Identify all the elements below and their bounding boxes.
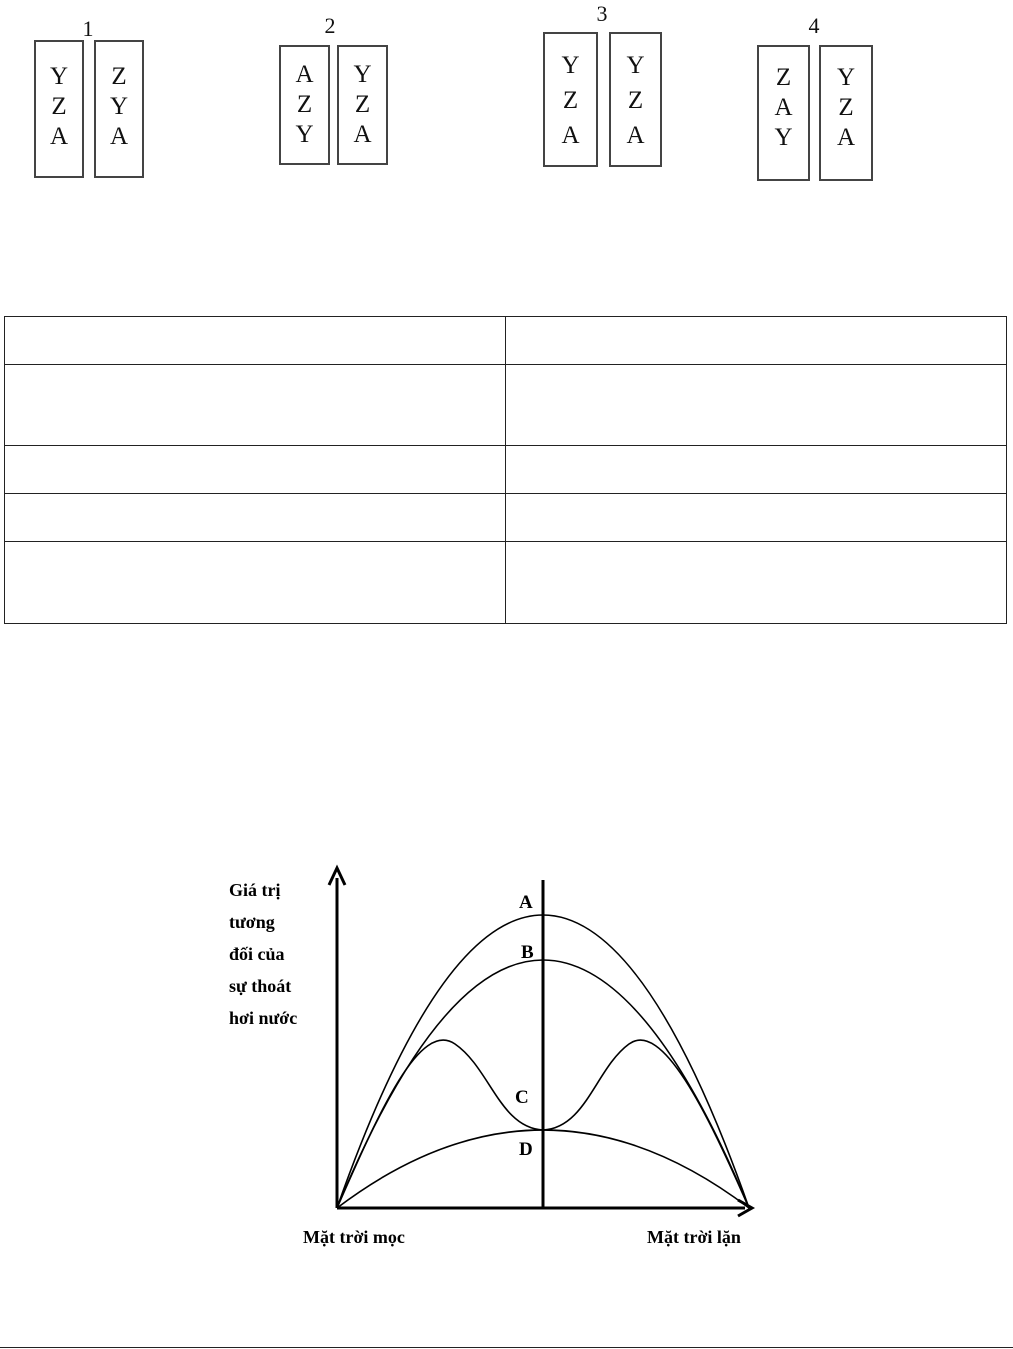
y-axis-label-line-1: Giá trị: [229, 880, 281, 900]
gene-label: Y: [836, 64, 856, 91]
gene-label: Z: [627, 87, 644, 114]
panel-number-2: 2: [324, 13, 336, 38]
gene-label: Z: [838, 94, 854, 121]
gene-label: Y: [626, 52, 645, 79]
curve-label-b: B: [521, 942, 534, 963]
gene-label: Z: [111, 63, 127, 90]
gene-label: A: [49, 123, 69, 150]
gene-label: A: [109, 123, 129, 150]
page-bottom-rule: [0, 1347, 1013, 1348]
gene-label: A: [295, 61, 314, 88]
y-axis-label-line-5: hơi nước: [229, 1008, 298, 1028]
gene-label: A: [561, 122, 580, 149]
gene-label: Z: [51, 93, 67, 120]
y-axis-label-line-4: sự thoát: [229, 976, 292, 996]
x-axis-end-label: Mặt trời lặn: [647, 1227, 741, 1247]
gene-label: Y: [295, 121, 314, 148]
gene-label: A: [353, 121, 372, 148]
y-axis-label-line-2: tương: [229, 912, 275, 932]
gene-label: A: [626, 122, 645, 149]
curve-label-c: C: [515, 1087, 529, 1108]
gene-label: Y: [774, 124, 793, 151]
gene-label: Y: [49, 63, 69, 90]
gene-label: Z: [562, 87, 579, 114]
x-axis-start-label: Mặt trời mọc: [303, 1227, 405, 1247]
gene-label: Z: [775, 64, 792, 91]
gene-label: A: [774, 94, 793, 121]
panel-number-4: 4: [808, 13, 820, 38]
gene-label: Y: [109, 93, 129, 120]
curve-label-d: D: [519, 1139, 533, 1160]
curve-label-a: A: [519, 892, 533, 913]
gene-label: Y: [561, 52, 580, 79]
gene-label: A: [836, 124, 856, 151]
y-axis-label-line-3: đối của: [229, 944, 285, 964]
gene-label: Z: [296, 91, 313, 118]
gene-label: Y: [353, 61, 372, 88]
gene-label: Z: [354, 91, 371, 118]
panel-number-3: 3: [596, 1, 608, 26]
panel-number-1: 1: [82, 16, 94, 41]
